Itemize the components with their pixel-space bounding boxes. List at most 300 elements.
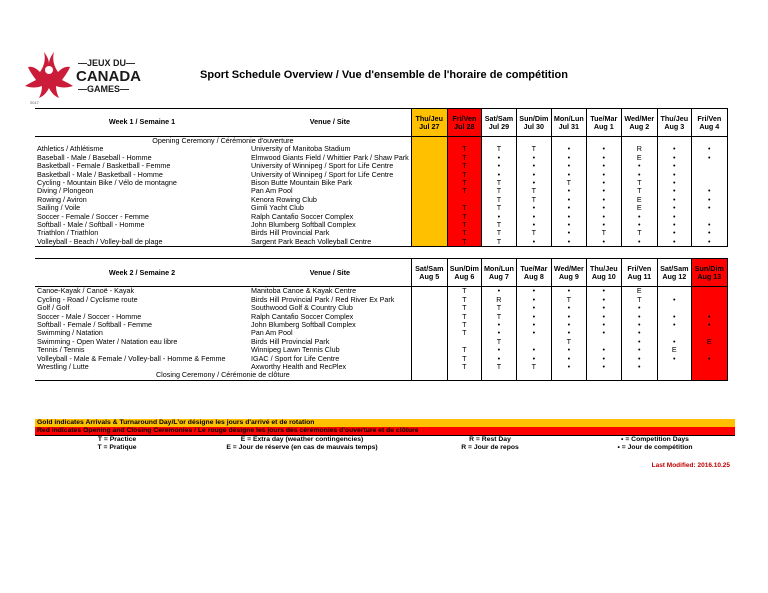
- schedule-cell: •: [516, 287, 551, 296]
- schedule-cell: E: [621, 287, 657, 296]
- schedule-cell: •: [621, 304, 657, 312]
- ceremony-cell: [657, 371, 691, 380]
- day-name: Sat/Sam: [415, 264, 444, 274]
- schedule-cell: •: [691, 145, 727, 153]
- logo-games: —GAMES—: [78, 84, 130, 94]
- sport-name: Soccer - Male / Soccer - Homme: [37, 311, 142, 321]
- legend-gold: Gold indicates Arrivals & Turnaround Day/L'or désigne les jours d'arrivé et de rotation: [35, 419, 735, 427]
- day-header: [586, 259, 621, 287]
- schedule-cell: T: [447, 355, 481, 363]
- schedule-cell: •: [586, 304, 621, 312]
- schedule-cell: •: [657, 154, 691, 162]
- sport-name: Swimming / Natation: [37, 328, 103, 338]
- venue-name: Axworthy Health and RecPlex: [251, 361, 347, 371]
- schedule-cell: [411, 238, 447, 247]
- day-name: Wed/Mer: [553, 264, 584, 274]
- day-header: [411, 259, 447, 287]
- schedule-cell: [411, 179, 447, 187]
- schedule-cell: •: [586, 213, 621, 221]
- schedule-cell: •: [586, 196, 621, 204]
- venue-name: Winnipeg Lawn Tennis Club: [251, 345, 340, 355]
- schedule-cell: •: [516, 321, 551, 329]
- venue-header: Venue / Site: [249, 259, 411, 287]
- schedule-cell: T: [516, 363, 551, 371]
- day-date: Aug 1: [593, 122, 614, 131]
- schedule-cell: T: [447, 204, 481, 212]
- sport-name: Basketball - Female / Basketball - Femme: [37, 161, 171, 171]
- schedule-cell: •: [551, 221, 586, 229]
- schedule-cell: •: [516, 329, 551, 337]
- venue-name: Kenora Rowing Club: [251, 194, 317, 204]
- day-header: [657, 109, 691, 137]
- day-name: Sun/Dim: [449, 264, 479, 274]
- day-name: Fri/Ven: [627, 264, 652, 274]
- day-header: [691, 109, 727, 137]
- day-date: Aug 9: [558, 272, 579, 282]
- spacer: [35, 247, 727, 259]
- week-label: Week 1 / Semaine 1: [35, 109, 249, 137]
- schedule-cell: T: [447, 238, 481, 247]
- schedule-cell: T: [481, 145, 516, 153]
- schedule-cell: •: [551, 187, 586, 195]
- schedule-cell: E: [621, 196, 657, 204]
- schedule-cell: T: [447, 346, 481, 354]
- schedule-cell: [411, 196, 447, 204]
- schedule-cell: [411, 187, 447, 195]
- schedule-cell: •: [691, 238, 727, 247]
- schedule-cell: T: [447, 145, 481, 153]
- schedule-cell: T: [447, 313, 481, 321]
- schedule-cell: T: [481, 363, 516, 371]
- schedule-cell: •: [516, 304, 551, 312]
- schedule-cell: T: [481, 221, 516, 229]
- day-name: Mon/Lun: [483, 264, 514, 274]
- schedule-cell: •: [516, 162, 551, 170]
- schedule-cell: •: [657, 204, 691, 212]
- day-date: Aug 8: [523, 272, 544, 282]
- schedule-cell: T: [481, 238, 516, 247]
- schedule-cell: T: [621, 187, 657, 195]
- sport-name: Cycling - Road / Cyclisme route: [37, 294, 138, 304]
- day-date: Aug 12: [662, 272, 687, 282]
- schedule-cell: •: [551, 238, 586, 247]
- schedule-cell: •: [551, 171, 586, 179]
- legend-key-line: R = Rest Day: [469, 436, 511, 443]
- day-date: Jul 27: [419, 122, 440, 131]
- schedule-cell: •: [551, 355, 586, 363]
- schedule-cell: •: [621, 346, 657, 354]
- schedule-cell: T: [516, 196, 551, 204]
- sport-name: Canoe-Kayak / Canoë - Kayak: [37, 286, 135, 296]
- schedule-cell: •: [516, 154, 551, 162]
- schedule-cell: •: [691, 229, 727, 237]
- legend-key-line: T = Pratique: [97, 444, 137, 451]
- week-label: Week 2 / Semaine 2: [35, 259, 249, 287]
- legend-keys: [35, 435, 735, 452]
- schedule-cell: •: [586, 221, 621, 229]
- schedule-cell: •: [586, 329, 621, 337]
- schedule-cell: [411, 145, 447, 153]
- schedule-cell: T: [447, 229, 481, 237]
- venue-name: Southwood Golf & Country Club: [251, 303, 353, 313]
- schedule-cell: •: [516, 221, 551, 229]
- schedule-cell: •: [621, 313, 657, 321]
- schedule-cell: T: [481, 338, 516, 346]
- schedule-cell: R: [481, 296, 516, 304]
- sport-name: Softball - Female / Softball - Femme: [37, 319, 153, 329]
- schedule-cell: •: [516, 313, 551, 321]
- schedule-cell: •: [621, 171, 657, 179]
- schedule-cell: •: [551, 196, 586, 204]
- legend-key-line: E = Jour de réserve (en cas de mauvais temps): [226, 444, 378, 451]
- logo-jeux-du: —JEUX DU—: [78, 58, 136, 68]
- day-name: Sun/Dim: [694, 264, 724, 274]
- schedule-table: [35, 108, 728, 381]
- schedule-cell: [411, 355, 447, 363]
- venue-name: Pan Am Pool: [251, 186, 293, 196]
- schedule-cell: [411, 287, 447, 296]
- day-name: Fri/Ven: [697, 114, 722, 123]
- day-date: Jul 30: [523, 122, 545, 131]
- schedule-cell: T: [447, 321, 481, 329]
- schedule-cell: •: [551, 229, 586, 237]
- schedule-cell: T: [447, 221, 481, 229]
- day-header: [586, 109, 621, 137]
- legend-key-line: T = Practice: [97, 436, 137, 443]
- day-date: Aug 6: [454, 272, 475, 282]
- schedule-cell: E: [657, 346, 691, 354]
- schedule-cell: T: [551, 296, 586, 304]
- day-name: Sat/Sam: [660, 264, 689, 274]
- schedule-cell: •: [551, 287, 586, 296]
- day-header: [621, 109, 657, 137]
- schedule-cell: •: [481, 154, 516, 162]
- ceremony-cell: [411, 137, 447, 146]
- schedule-cell: R: [621, 145, 657, 153]
- ceremony-cell: [516, 371, 551, 380]
- schedule-cell: •: [516, 179, 551, 187]
- venue-name: University of Winnipeg / Sport for Life Centre: [251, 169, 394, 179]
- schedule-cell: •: [691, 355, 727, 363]
- schedule-cell: •: [586, 321, 621, 329]
- schedule-cell: [691, 363, 727, 371]
- day-header: [411, 109, 447, 137]
- venue-name: Birds Hill Provincial Park: [251, 336, 330, 346]
- legend-key: [575, 436, 735, 452]
- schedule-cell: •: [586, 296, 621, 304]
- day-date: Aug 7: [488, 272, 509, 282]
- schedule-cell: •: [621, 321, 657, 329]
- schedule-cell: T: [481, 187, 516, 195]
- schedule-cell: •: [691, 321, 727, 329]
- venue-name: Ralph Cantafio Soccer Complex: [251, 311, 354, 321]
- day-name: Fri/Ven: [452, 114, 477, 123]
- day-header: [481, 259, 516, 287]
- schedule-cell: T: [586, 229, 621, 237]
- schedule-cell: T: [481, 313, 516, 321]
- schedule-cell: •: [657, 355, 691, 363]
- schedule-cell: •: [481, 355, 516, 363]
- schedule-cell: •: [621, 355, 657, 363]
- schedule-cell: •: [551, 213, 586, 221]
- schedule-cell: •: [586, 204, 621, 212]
- ceremony-cell: [621, 371, 657, 380]
- schedule-cell: •: [691, 313, 727, 321]
- day-name: Tue/Mar: [520, 264, 548, 274]
- sport-name: Triathlon / Triathlon: [37, 228, 99, 238]
- day-date: Aug 13: [697, 272, 722, 282]
- schedule-cell: •: [691, 221, 727, 229]
- day-header: [516, 259, 551, 287]
- ceremony-cell: [411, 371, 447, 380]
- schedule-cell: T: [447, 363, 481, 371]
- ceremony-label: Closing Ceremony / Cérémonie de clôture: [35, 371, 411, 380]
- schedule-cell: •: [586, 179, 621, 187]
- schedule-cell: T: [447, 287, 481, 296]
- day-date: Aug 10: [591, 272, 616, 282]
- ceremony-cell: [586, 371, 621, 380]
- schedule-cell: [411, 321, 447, 329]
- schedule-cell: •: [551, 321, 586, 329]
- schedule-cell: •: [691, 204, 727, 212]
- schedule-cell: T: [621, 296, 657, 304]
- schedule-cell: T: [551, 338, 586, 346]
- schedule-cell: T: [447, 296, 481, 304]
- schedule-cell: T: [447, 162, 481, 170]
- schedule-cell: •: [551, 154, 586, 162]
- schedule-cell: •: [621, 221, 657, 229]
- schedule-cell: T: [447, 171, 481, 179]
- schedule-cell: •: [516, 296, 551, 304]
- schedule-cell: T: [516, 187, 551, 195]
- schedule-cell: •: [481, 162, 516, 170]
- schedule-cell: T: [481, 196, 516, 204]
- legend-red: Red indicates Opening and Closing Ceremonies / Le rouge désigne les jours des cérémonies d'ouverture et de clôture: [35, 427, 735, 435]
- day-header: [621, 259, 657, 287]
- schedule-cell: [411, 304, 447, 312]
- day-date: Aug 2: [629, 122, 650, 131]
- venue-name: Ralph Cantafio Soccer Complex: [251, 211, 354, 221]
- day-name: Mon/Lun: [553, 114, 584, 123]
- schedule-cell: •: [691, 154, 727, 162]
- venue-name: University of Winnipeg / Sport for Life Centre: [251, 161, 394, 171]
- schedule-cell: [691, 171, 727, 179]
- schedule-cell: •: [586, 162, 621, 170]
- schedule-cell: [411, 229, 447, 237]
- schedule-cell: •: [691, 196, 727, 204]
- schedule-cell: •: [586, 313, 621, 321]
- schedule-cell: [411, 162, 447, 170]
- venue-name: University of Manitoba Stadium: [251, 144, 351, 154]
- day-name: Thu/Jeu: [660, 114, 689, 123]
- ceremony-label: Opening Ceremony / Cérémonie d'ouverture: [152, 136, 294, 145]
- sport-name: Soccer - Female / Soccer - Femme: [37, 211, 149, 221]
- day-header: [657, 259, 691, 287]
- schedule-cell: •: [551, 204, 586, 212]
- schedule-cell: [411, 154, 447, 162]
- sport-name: Volleyball - Male & Female / Volley-ball - Homme & Femme: [37, 353, 226, 363]
- schedule-cell: •: [586, 154, 621, 162]
- schedule-cell: •: [657, 171, 691, 179]
- schedule-cell: •: [551, 313, 586, 321]
- legend-key-line: • = Competition Days: [621, 436, 689, 443]
- schedule-cell: T: [481, 229, 516, 237]
- sport-name: Cycling - Mountain Bike / Vélo de montagne: [37, 178, 177, 188]
- schedule-cell: •: [657, 338, 691, 346]
- schedule-cell: E: [621, 204, 657, 212]
- sport-name: Rowing / Aviron: [37, 194, 87, 204]
- legend-key-line: R = Jour de repos: [461, 444, 519, 451]
- day-date: Aug 4: [699, 122, 720, 131]
- schedule-cell: T: [447, 213, 481, 221]
- schedule-cell: [411, 296, 447, 304]
- day-name: Tue/Mar: [590, 114, 618, 123]
- legend-key: [199, 436, 405, 452]
- venue-name: Elmwood Giants Field / Whittier Park / Shaw Park: [251, 152, 409, 162]
- schedule-cell: •: [586, 346, 621, 354]
- venue-name: Gimli Yacht Club: [251, 203, 304, 213]
- venue-name: Sargent Park Beach Volleyball Centre: [249, 238, 411, 247]
- schedule-cell: •: [516, 355, 551, 363]
- schedule-cell: •: [551, 363, 586, 371]
- day-header: [516, 109, 551, 137]
- day-name: Thu/Jeu: [590, 264, 618, 274]
- schedule-cell: [691, 162, 727, 170]
- schedule-cell: •: [551, 145, 586, 153]
- schedule-cell: [411, 363, 447, 371]
- legend-key: [35, 436, 199, 452]
- schedule-cell: •: [551, 304, 586, 312]
- venue-name: John Blumberg Softball Complex: [251, 220, 356, 230]
- schedule-cell: T: [447, 187, 481, 195]
- schedule-cell: •: [481, 329, 516, 337]
- schedule-cell: •: [481, 213, 516, 221]
- schedule-cell: T: [481, 304, 516, 312]
- schedule-cell: [411, 221, 447, 229]
- day-header: [551, 109, 586, 137]
- day-header: [551, 259, 586, 287]
- venue-name: IGAC / Sport for Life Centre: [251, 353, 340, 363]
- ceremony-cell: [481, 371, 516, 380]
- schedule-cell: T: [481, 179, 516, 187]
- schedule-cell: T: [621, 179, 657, 187]
- day-date: Aug 11: [627, 272, 652, 282]
- day-date: Aug 5: [419, 272, 440, 282]
- schedule-cell: •: [621, 363, 657, 371]
- schedule-cell: •: [657, 187, 691, 195]
- schedule-cell: T: [551, 179, 586, 187]
- schedule-cell: [657, 363, 691, 371]
- schedule-cell: •: [481, 346, 516, 354]
- legend-key-line: • = Jour de compétition: [617, 444, 693, 451]
- day-name: Thu/Jeu: [415, 114, 444, 123]
- schedule-cell: •: [551, 346, 586, 354]
- schedule-cell: T: [516, 145, 551, 153]
- schedule-cell: •: [691, 187, 727, 195]
- schedule-cell: •: [621, 338, 657, 346]
- sport-name: Golf / Golf: [37, 303, 70, 313]
- day-name: Sat/Sam: [484, 114, 514, 123]
- schedule-cell: E: [691, 338, 727, 346]
- schedule-cell: •: [481, 287, 516, 296]
- schedule-cell: T: [481, 204, 516, 212]
- schedule-cell: •: [621, 162, 657, 170]
- sport-name: Baseball - Male / Baseball - Homme: [37, 152, 152, 162]
- schedule-cell: [691, 296, 727, 304]
- schedule-cell: •: [657, 145, 691, 153]
- schedule-cell: •: [586, 187, 621, 195]
- sport-name: Softball - Male / Softball - Homme: [37, 220, 145, 230]
- day-date: Jul 31: [558, 122, 580, 131]
- venue-name: Bison Butte Mountain Bike Park: [251, 178, 353, 188]
- schedule-cell: •: [621, 213, 657, 221]
- schedule-cell: [411, 171, 447, 179]
- day-name: Sun/Dim: [519, 114, 549, 123]
- schedule-cell: [411, 213, 447, 221]
- page-title: Sport Schedule Overview / Vue d'ensemble de l'horaire de compétition: [200, 69, 568, 81]
- schedule-cell: •: [516, 204, 551, 212]
- schedule-cell: T: [447, 154, 481, 162]
- venue-name: Manitoba Canoe & Kayak Centre: [251, 286, 357, 296]
- schedule-cell: •: [621, 238, 657, 247]
- schedule-cell: •: [657, 162, 691, 170]
- schedule-cell: •: [516, 238, 551, 247]
- schedule-cell: •: [657, 238, 691, 247]
- schedule-cell: •: [516, 346, 551, 354]
- schedule-cell: •: [551, 162, 586, 170]
- day-date: Jul 29: [488, 122, 510, 131]
- schedule-cell: •: [586, 145, 621, 153]
- day-date: Jul 28: [454, 122, 475, 131]
- sport-name: Swimming - Open Water / Natation eau libre: [37, 336, 178, 346]
- schedule-cell: •: [657, 196, 691, 204]
- schedule-cell: •: [586, 287, 621, 296]
- schedule-cell: •: [516, 213, 551, 221]
- schedule-cell: •: [657, 229, 691, 237]
- schedule-cell: [691, 287, 727, 296]
- last-modified: Last Modified: 2016.10.25: [651, 462, 730, 469]
- day-name: Wed/Mer: [624, 114, 655, 123]
- day-header: [447, 259, 481, 287]
- day-date: Aug 3: [664, 122, 685, 131]
- venue-name: John Blumberg Softball Complex: [251, 319, 356, 329]
- schedule-cell: [411, 329, 447, 337]
- day-header: [447, 109, 481, 137]
- schedule-cell: •: [481, 171, 516, 179]
- sport-name: Tennis / Tennis: [37, 345, 85, 355]
- schedule-cell: T: [516, 229, 551, 237]
- schedule-cell: [411, 204, 447, 212]
- schedule-cell: [411, 338, 447, 346]
- schedule-cell: E: [621, 154, 657, 162]
- schedule-cell: •: [586, 238, 621, 247]
- venue-name: Birds Hill Provincial Park / Red River Ex Park: [251, 294, 395, 304]
- schedule-cell: T: [447, 304, 481, 312]
- venue-header: Venue / Site: [249, 109, 411, 137]
- ceremony-cell: [551, 371, 586, 380]
- legend-key: [405, 436, 575, 452]
- ceremony-cell: [691, 371, 727, 380]
- schedule-cell: •: [621, 329, 657, 337]
- sport-name: Athletics / Athlétisme: [37, 144, 104, 154]
- schedule-cell: •: [657, 221, 691, 229]
- schedule-cell: •: [551, 329, 586, 337]
- schedule-cell: •: [516, 171, 551, 179]
- schedule-cell: T: [621, 229, 657, 237]
- schedule-cell: •: [586, 355, 621, 363]
- schedule-cell: [411, 346, 447, 354]
- schedule-cell: •: [586, 171, 621, 179]
